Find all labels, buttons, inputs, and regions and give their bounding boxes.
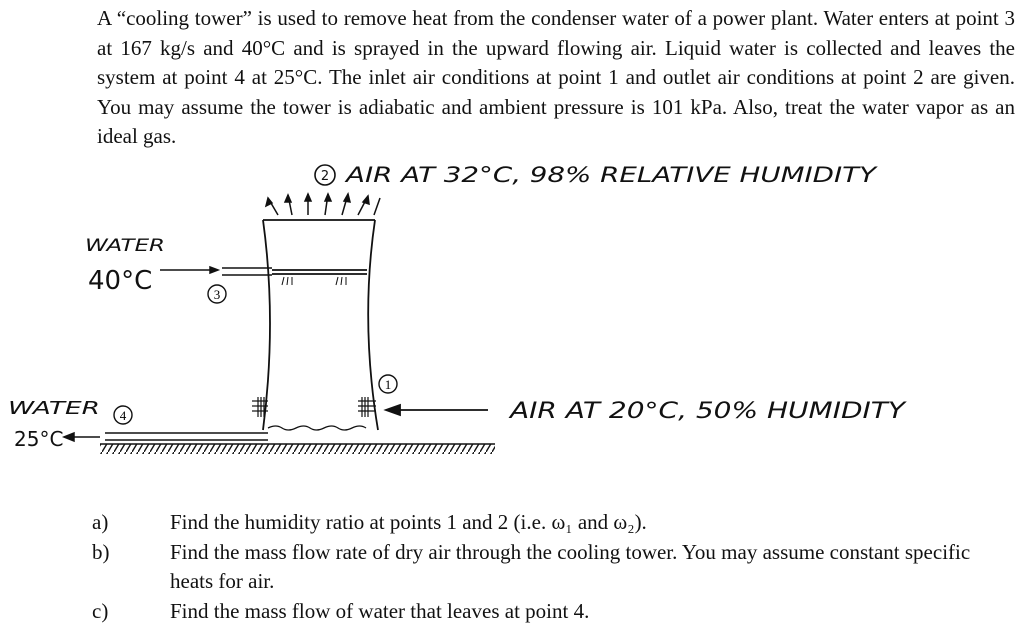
point-3-marker (208, 285, 226, 303)
water-in-temp: 40°C (88, 266, 153, 296)
spray-marks (282, 277, 346, 285)
air-inlet-arrow (386, 405, 488, 415)
water-basin-surface (268, 426, 366, 430)
question-c (0, 597, 1024, 627)
question-text: Find the mass flow rate of dry air through the cooling tower. You may assume constant specific heats for air. (170, 539, 971, 593)
cooling-tower (263, 220, 378, 430)
question-letter: c) (92, 598, 109, 623)
svg-text:1: 1 (384, 377, 392, 392)
question-text: Find the mass flow of water that leaves at point 4. (170, 598, 590, 623)
water-in-pipe (160, 267, 272, 275)
point-2-marker (315, 165, 335, 185)
svg-text:2: 2 (320, 169, 330, 184)
point-4-marker (114, 406, 132, 424)
problem-statement: A “cooling tower” is used to remove heat from the condenser water of a power plant. Water enters at point 3 at 167 kg/s and 40°C and is sprayed in the upward flowing air. Liquid water is collected and leaves the system at point 4 at 25°C. The inlet air conditions at point 1 and outlet air conditions at point 2 are given. You may assume the tower is adiabatic and ambient pressure is 101 kPa. Also, treat the water vapor as an ideal gas. (97, 6, 1015, 148)
outlet-air-label: AIR AT 32°C, 98% RELATIVE HUMIDITY (343, 163, 879, 187)
question-b (0, 538, 1024, 597)
question-letter: b) (92, 539, 110, 564)
point-1-marker (379, 375, 397, 393)
water-out-temp: 25°C (14, 427, 64, 451)
outlet-air-arrows (266, 194, 380, 215)
question-a (0, 508, 1024, 538)
svg-text:3: 3 (213, 287, 221, 302)
question-text: Find the humidity ratio at points 1 and 2 (i.e. ω₁ and ω₂). (170, 510, 647, 534)
svg-text:4: 4 (119, 408, 127, 423)
water-in-label: WATER (85, 236, 165, 256)
water-out-pipe (64, 433, 268, 441)
water-out-label: WATER (8, 398, 100, 419)
inlet-air-label: AIR AT 20°C, 50% HUMIDITY (507, 399, 907, 424)
ground-hatching (100, 444, 495, 454)
air-inlet-louvers (252, 397, 376, 417)
cooling-tower-diagram (0, 152, 1024, 472)
question-letter: a) (92, 510, 109, 534)
question-list (0, 508, 1024, 626)
